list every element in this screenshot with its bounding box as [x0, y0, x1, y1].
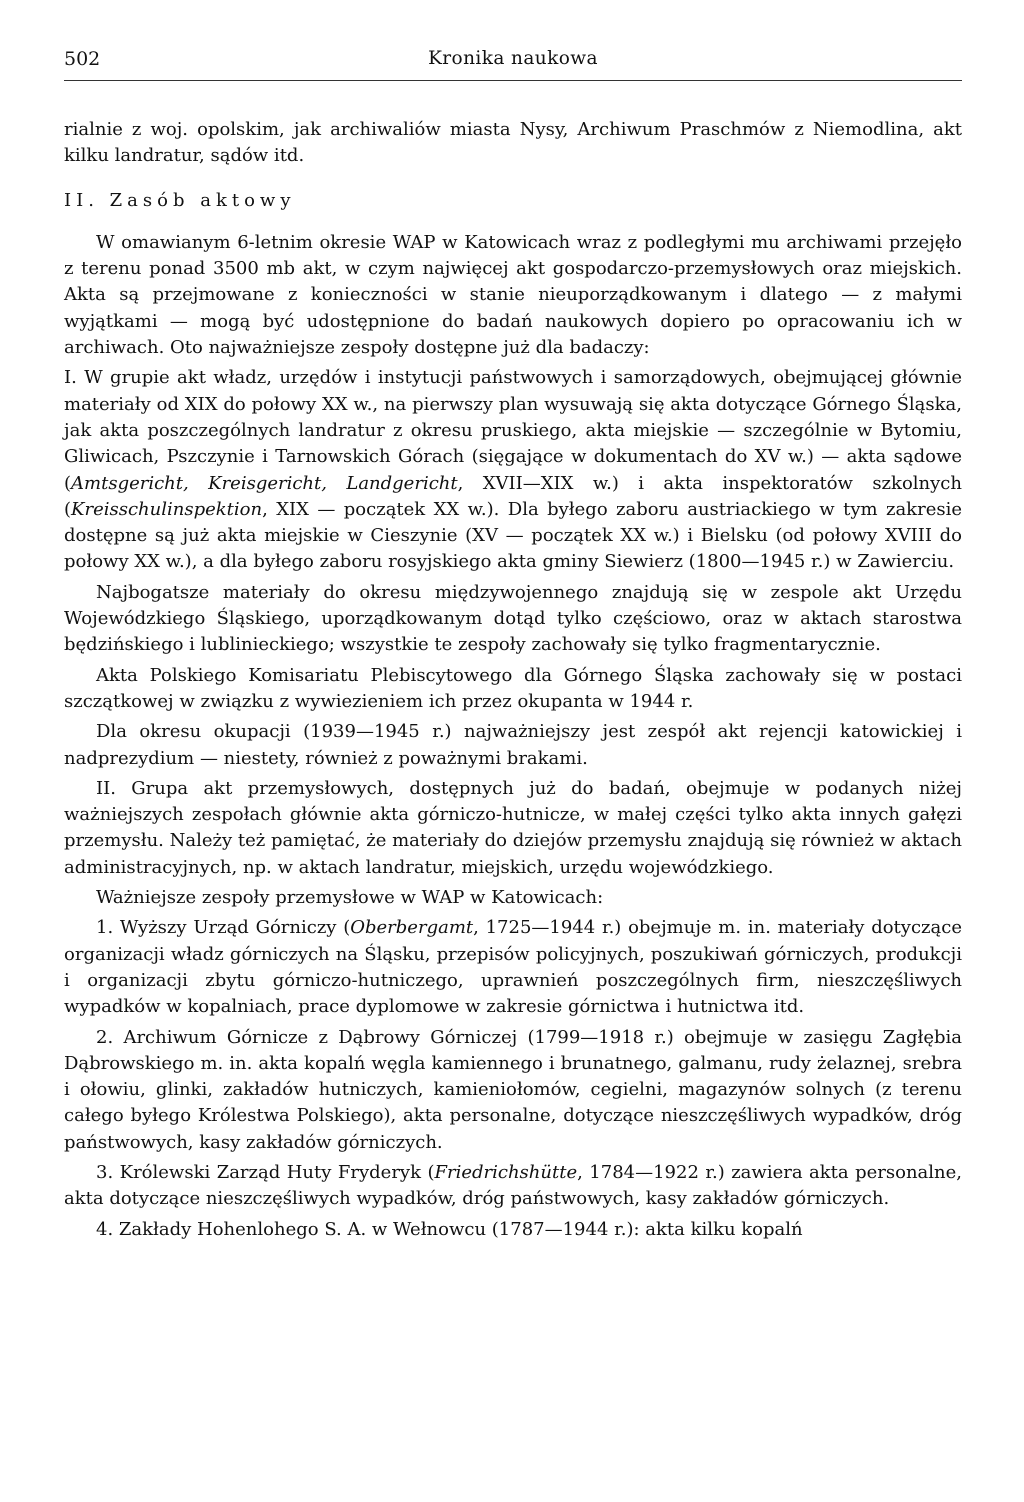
text-run: I. W grupie akt władz, urzędów i instytucji państwowych i samorządowych, obejmującej głównie materiały od XIX do połowy XX w., na pierwszy plan wysuwają się akta dotyczące Górnego Śląska, jak akta poszczególnych landratur z okresu pruskiego, akta miejskie — szczególnie w Bytomiu, Gliwicach, Pszczynie i Tarnowskich Górach (sięgające w dokumentach do XV w.) — akta sądowe (: [64, 367, 962, 494]
text-run: , XVII—XIX w.) i akta inspektoratów szkolnych (: [64, 472, 962, 520]
paragraph-group-two: II. Grupa akt przemysłowych, dostępnych już do badań, obejmuje w podanych niżej ważniejszych zespołach głównie akta górniczo-hutnicze, w małej części tylko akta innych gałęzi przemysłu. Należy też pamiętać, że materiały do dziejów przemysłu znajdują się również w aktach administracyjnych, np. w aktach landratur, miejskich, urzędu wojewódzkiego.: [64, 777, 962, 878]
text-run: , XIX — początek XX w.). Dla byłego zaboru austriackiego w tym zakresie dostępne są już akta miejskie w Cieszynie (XV — początek XX w.) i Bielsku (od połowy XVIII do połowy XX w.), a dla byłego zaboru rosyjskiego akta gminy Siewierz (1800—1945 r.) w Zawierciu.: [64, 498, 962, 573]
list-item-oberbergamt: [64, 915, 962, 1020]
list-item-huta-fryderyk: [64, 1160, 962, 1213]
text-run: , 1725—1944 r.) obejmuje m. in. materiały dotyczące organizacji władz górniczych na Śląsku, przepisów policyjnych, poszukiwań górniczych, produkcji i organizacji zbytu górniczo-hutniczego, uprawnień poszczególnych firm, nieszczęśliwych wypadków w kopalniach, prace dyplomowe w zakresie górnictwa i hutnictwa itd.: [64, 917, 962, 1018]
paragraph-intro: W omawianym 6-letnim okresie WAP w Katowicach wraz z podległymi mu archiwami przejęło z terenu ponad 3500 mb akt, w czym najwięcej akt gospodarczo-przemysłowych oraz miejskich. Akta są przejmowane z konieczności w stanie nieuporządkowanym i dlatego — z małymi wyjątkami — mogą być udostępnione do badań naukowych dopiero po opracowaniu ich w archiwach. Oto najważniejsze zespoły dostępne już dla badaczy:: [64, 231, 962, 359]
paragraph-occupation: Dla okresu okupacji (1939—1945 r.) najważniejszy jest zespół akt rejencji katowickiej i nadprezydium — niestety, również z poważnymi brakami.: [64, 721, 962, 769]
document-page: [64, 40, 962, 1243]
page-number: 502: [64, 48, 101, 70]
paragraph-group-one: [64, 365, 962, 575]
text-run: 1. Wyższy Urząd Górniczy (: [96, 917, 351, 939]
running-head: Kronika naukowa: [428, 48, 598, 69]
paragraph-interwar: Najbogatsze materiały do okresu międzywojennego znajdują się w zespole akt Urzędu Wojewódzkiego Śląskiego, uporządkowanym dotąd tylko częściowo, oraz w aktach starostwa będzińskiego i lublinieckiego; wszystkie te zespoły zachowały się tylko fragmentarycznie.: [64, 581, 962, 656]
paragraph-plebiscite: Akta Polskiego Komisariatu Plebiscytowego dla Górnego Śląska zachowały się w postaci szczątkowej w związku z wywiezieniem ich przez okupanta w 1944 r.: [64, 664, 962, 712]
italic-run: Kreisschulinspektion: [71, 498, 263, 520]
italic-run: Friedrichshütte: [434, 1161, 578, 1183]
section-heading: II. Zasób aktowy: [64, 189, 296, 211]
list-item-hohenlohe: 4. Zakłady Hohenlohego S. A. w Wełnowcu (1787—1944 r.): akta kilku kopalń: [96, 1218, 803, 1240]
paragraph-continuation: rialnie z woj. opolskim, jak archiwaliów miasta Nysy, Archiwum Praschmów z Niemodlina, akt kilku landratur, sądów itd.: [64, 119, 962, 167]
paragraph-list-intro: Ważniejsze zespoły przemysłowe w WAP w Katowicach:: [96, 887, 604, 909]
text-run: 3. Królewski Zarząd Huty Fryderyk (: [96, 1161, 435, 1183]
page-header: [64, 40, 962, 81]
italic-run: Amtsgericht, Kreisgericht, Landgericht: [71, 472, 458, 494]
list-item-archiwum-gornicze: 2. Archiwum Górnicze z Dąbrowy Górniczej (1799—1918 r.) obejmuje w zasięgu Zagłębia Dąbrowskiego m. in. akta kopalń węgla kamiennego i brunatnego, galmanu, rudy żelaznej, srebra i ołowiu, glinki, zakładów hutniczych, kamieniołomów, cegielni, magazynów solnych (z terenu całego byłego Królestwa Polskiego), akta personalne, dotyczące nieszczęśliwych wypadków, dróg państwowych, kasy zakładów górniczych.: [64, 1026, 962, 1153]
article-body: [64, 117, 962, 1243]
italic-run: Oberbergamt: [350, 917, 474, 939]
text-run: , 1784—1922 r.) zawiera akta personalne, akta dotyczące nieszczęśliwych wypadków, dróg państwowych, kasy zakładów górniczych.: [64, 1161, 962, 1210]
